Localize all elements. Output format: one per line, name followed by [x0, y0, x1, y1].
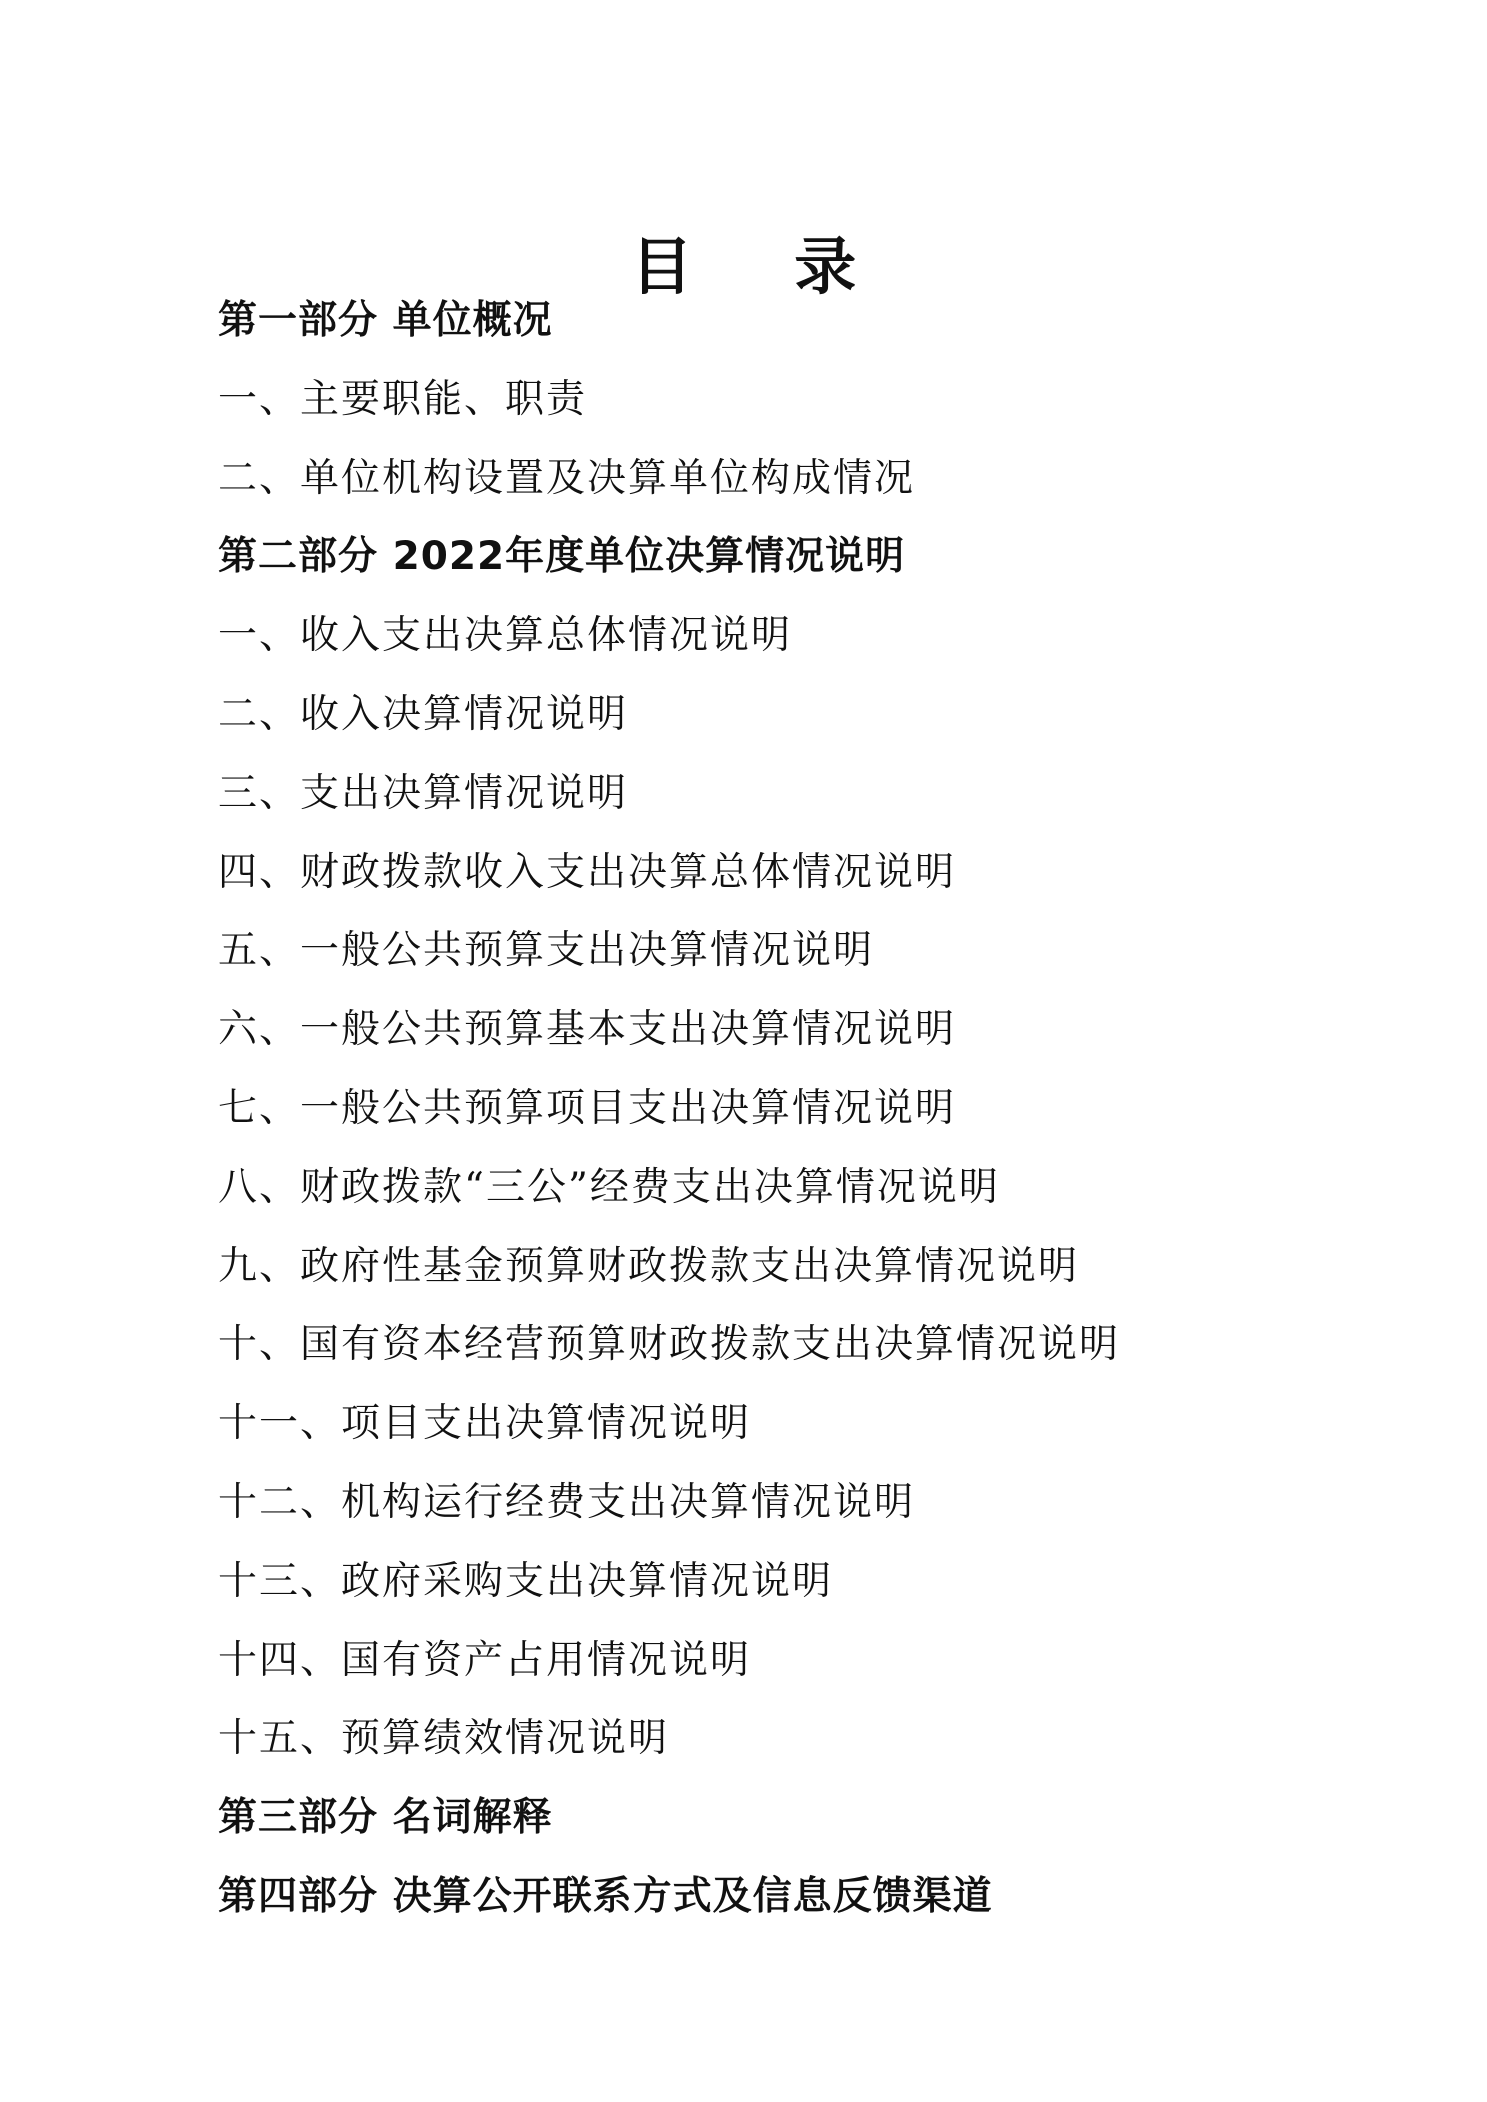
toc-part-2: 第二部分 2022年度单位决算情况说明: [218, 534, 906, 580]
toc-item: 五、一般公共预算支出决算情况说明: [218, 928, 875, 974]
toc-item: 一、收入支出决算总体情况说明: [218, 613, 793, 659]
toc-item: 二、单位机构设置及决算单位构成情况: [218, 455, 916, 501]
toc-item: 十二、机构运行经费支出决算情况说明: [218, 1479, 916, 1525]
toc-item: 七、一般公共预算项目支出决算情况说明: [218, 1085, 957, 1131]
toc-item: 一、主要职能、职责: [218, 376, 588, 422]
toc-part-1: 第一部分 单位概况: [218, 298, 553, 343]
page-title: 目 录: [630, 229, 897, 303]
toc-item: 十四、国有资产占用情况说明: [218, 1637, 752, 1683]
toc-part-3: 第三部分 名词解释: [218, 1795, 553, 1841]
toc-item: 二、收入决算情况说明: [218, 691, 629, 737]
toc-item: 十五、预算绩效情况说明: [218, 1716, 670, 1762]
toc-item: 十一、项目支出决算情况说明: [218, 1401, 752, 1447]
toc-item: 四、财政拨款收入支出决算总体情况说明: [218, 849, 957, 895]
toc-part-4: 第四部分 决算公开联系方式及信息反馈渠道: [218, 1873, 993, 1919]
toc-item: 十三、政府采购支出决算情况说明: [218, 1558, 834, 1604]
toc-item: 三、支出决算情况说明: [218, 770, 629, 816]
toc-item: 十、国有资本经营预算财政拨款支出决算情况说明: [218, 1322, 1121, 1368]
table-of-contents: [218, 295, 1368, 1950]
toc-item: 六、一般公共预算基本支出决算情况说明: [218, 1007, 957, 1053]
toc-item: 八、财政拨款“三公”经费支出决算情况说明: [218, 1164, 1000, 1210]
toc-item: 九、政府性基金预算财政拨款支出决算情况说明: [218, 1243, 1080, 1289]
